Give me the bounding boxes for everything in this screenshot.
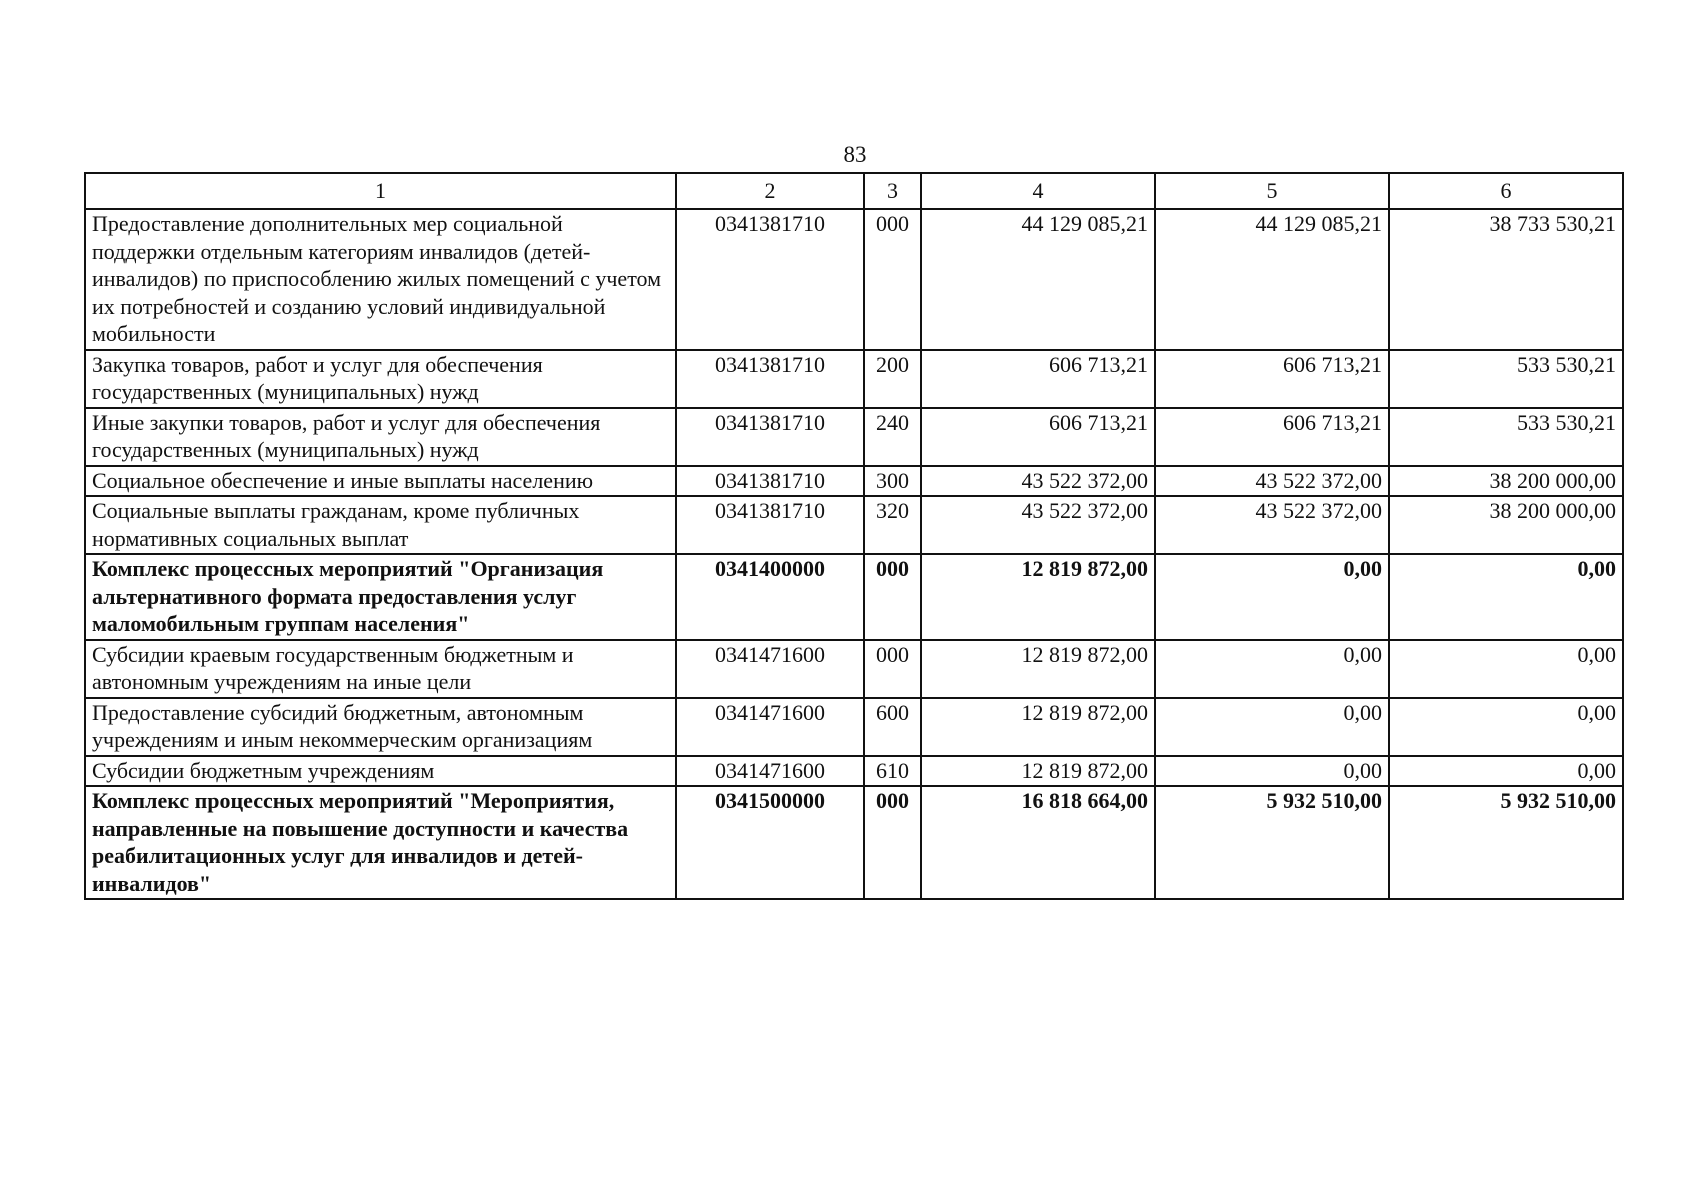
row-code: 0341381710 [676, 408, 864, 466]
row-value-4: 43 522 372,00 [921, 496, 1155, 554]
row-type: 600 [864, 698, 921, 756]
row-type: 000 [864, 554, 921, 640]
column-header-5: 5 [1155, 173, 1389, 209]
column-header-6: 6 [1389, 173, 1623, 209]
row-name: Субсидии бюджетным учреждениям [85, 756, 676, 787]
table-row [85, 496, 1623, 554]
row-code: 0341381710 [676, 496, 864, 554]
row-value-6: 0,00 [1389, 554, 1623, 640]
row-value-6: 533 530,21 [1389, 408, 1623, 466]
header-row [85, 173, 1623, 209]
row-name: Предоставление субсидий бюджетным, автономным учреждениям и иным некоммерческим организациям [85, 698, 676, 756]
row-value-4: 16 818 664,00 [921, 786, 1155, 899]
row-code: 0341471600 [676, 640, 864, 698]
table-row [85, 466, 1623, 497]
row-name: Социальное обеспечение и иные выплаты населению [85, 466, 676, 497]
row-value-5: 44 129 085,21 [1155, 209, 1389, 350]
row-code: 0341381710 [676, 466, 864, 497]
row-type: 300 [864, 466, 921, 497]
column-header-2: 2 [676, 173, 864, 209]
table-row-section [85, 554, 1623, 640]
row-value-5: 5 932 510,00 [1155, 786, 1389, 899]
row-name: Социальные выплаты гражданам, кроме публичных нормативных социальных выплат [85, 496, 676, 554]
row-value-4: 12 819 872,00 [921, 554, 1155, 640]
table-row [85, 698, 1623, 756]
row-value-5: 606 713,21 [1155, 408, 1389, 466]
row-name: Комплекс процессных мероприятий "Мероприятия, направленные на повышение доступности и качества реабилитационных услуг для инвалидов и детей-инвалидов" [85, 786, 676, 899]
row-value-4: 12 819 872,00 [921, 756, 1155, 787]
column-header-4: 4 [921, 173, 1155, 209]
row-value-4: 44 129 085,21 [921, 209, 1155, 350]
table-row [85, 209, 1623, 350]
row-value-4: 43 522 372,00 [921, 466, 1155, 497]
row-value-5: 43 522 372,00 [1155, 466, 1389, 497]
row-type: 200 [864, 350, 921, 408]
row-value-4: 606 713,21 [921, 408, 1155, 466]
row-value-4: 12 819 872,00 [921, 698, 1155, 756]
row-value-5: 0,00 [1155, 554, 1389, 640]
row-value-6: 5 932 510,00 [1389, 786, 1623, 899]
row-value-6: 38 200 000,00 [1389, 496, 1623, 554]
column-header-1: 1 [85, 173, 676, 209]
row-code: 0341381710 [676, 350, 864, 408]
row-name: Закупка товаров, работ и услуг для обеспечения государственных (муниципальных) нужд [85, 350, 676, 408]
row-code: 0341471600 [676, 756, 864, 787]
row-value-6: 0,00 [1389, 640, 1623, 698]
row-name: Субсидии краевым государственным бюджетным и автономным учреждениям на иные цели [85, 640, 676, 698]
row-value-6: 38 733 530,21 [1389, 209, 1623, 350]
column-header-3: 3 [864, 173, 921, 209]
row-code: 0341471600 [676, 698, 864, 756]
row-value-6: 0,00 [1389, 698, 1623, 756]
row-value-5: 0,00 [1155, 756, 1389, 787]
row-code: 0341381710 [676, 209, 864, 350]
table-row [85, 408, 1623, 466]
table-row [85, 756, 1623, 787]
table-row-section [85, 786, 1623, 899]
row-value-5: 0,00 [1155, 698, 1389, 756]
table-row [85, 640, 1623, 698]
row-type: 000 [864, 209, 921, 350]
row-value-4: 606 713,21 [921, 350, 1155, 408]
row-type: 000 [864, 786, 921, 899]
row-type: 610 [864, 756, 921, 787]
row-value-5: 43 522 372,00 [1155, 496, 1389, 554]
row-value-5: 0,00 [1155, 640, 1389, 698]
row-type: 320 [864, 496, 921, 554]
row-value-5: 606 713,21 [1155, 350, 1389, 408]
row-code: 0341500000 [676, 786, 864, 899]
row-name: Комплекс процессных мероприятий "Организация альтернативного формата предоставления услуг маломобильным группам населения" [85, 554, 676, 640]
row-type: 000 [864, 640, 921, 698]
row-code: 0341400000 [676, 554, 864, 640]
row-name: Иные закупки товаров, работ и услуг для обеспечения государственных (муниципальных) нужд [85, 408, 676, 466]
row-type: 240 [864, 408, 921, 466]
row-value-4: 12 819 872,00 [921, 640, 1155, 698]
budget-table [84, 172, 1624, 900]
row-value-6: 533 530,21 [1389, 350, 1623, 408]
table-row [85, 350, 1623, 408]
row-value-6: 0,00 [1389, 756, 1623, 787]
row-name: Предоставление дополнительных мер социальной поддержки отдельным категориям инвалидов (детей-инвалидов) по приспособлению жилых помещений с учетом их потребностей и созданию условий индивидуальной мобильности [85, 209, 676, 350]
row-value-6: 38 200 000,00 [1389, 466, 1623, 497]
page-number: 83 [843, 142, 867, 167]
